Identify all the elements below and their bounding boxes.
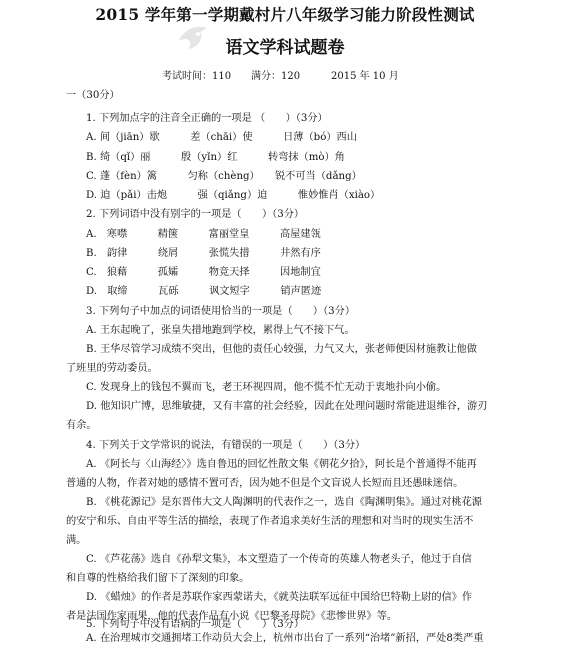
option-line: A. 间（jiān）歇 差（chāi）使 日薄（bó）西山: [86, 132, 357, 143]
exam-title: 2015 学年第一学期戴村片八年级学习能力阶段性测试: [95, 5, 475, 24]
option-line: A. 寒噤 精箧 富丽堂皇 高屋建瓴: [86, 229, 321, 240]
option-line: D. 迫（pǎi）击炮 强（qiǎng）迫 惟妙惟肖（xiào）: [86, 190, 381, 201]
question-line: 5. 下列句子中没有语病的一项是（ ）（3分）: [86, 619, 305, 630]
option-line: B. 韵律 绕屑 张慌失措 井然有序: [86, 248, 321, 259]
exam-date: 2015 年 10 月: [331, 71, 399, 82]
section-heading: 一（30分）: [66, 90, 120, 101]
option-line: D. 《蜡烛》的作者是苏联作家西蒙诺夫，《就英法联军远征中国给巴特勒上尉的信》作: [86, 592, 473, 603]
option-line: B. 《桃花源记》是东晋伟大文人陶渊明的代表作之一，选自《陶渊明集》。通过对桃花源: [86, 497, 482, 508]
question-line: 2. 下列词语中没有别字的一项是（ ）（3分）: [86, 209, 305, 220]
exam-score: 满分：120: [251, 71, 301, 82]
option-line-continued: 者是法国作家雨果，他的代表作品有小说《巴黎圣母院》《悲惨世界》等。: [66, 611, 398, 622]
option-line: B. 王华尽管学习成绩不突出，但他的责任心较强，力气又大，张老师便因材施教让他做: [86, 344, 477, 355]
option-line-continued: 了班里的劳动委员。: [66, 363, 158, 374]
option-line-continued: 有余。: [66, 420, 97, 431]
option-line: A. 在治理城市交通拥堵工作动员大会上，杭州市出台了一系列“治堵”新招，严处8类严重: [86, 633, 484, 644]
option-line: A. 王东起晚了，张皇失措地跑到学校，累得上气不接下气。: [86, 325, 355, 336]
option-line: A. 《阿长与〈山海经〉》选自鲁迅的回忆性散文集《朝花夕拾》，阿长是个普通得不能再: [86, 459, 477, 470]
option-line: C. 《芦花荡》选自《孙犁文集》，本文塑造了一个传奇的英雄人物老头子，他过于自信: [86, 554, 472, 565]
exam-subtitle: 语文学科试题卷: [225, 38, 345, 58]
option-line: B. 绮（qǐ）丽 殷（yǐn）红 转弯抹（mò）角: [86, 152, 345, 163]
question-line: 4. 下列关于文学常识的说法，有错误的一项是（ ）（3分）: [86, 440, 366, 451]
option-line-continued: 满。: [66, 535, 87, 546]
option-line-continued: 的安宁和乐、自由平等生活的描绘，表现了作者追求美好生活的理想和对当时的现实生活不: [66, 516, 474, 527]
option-line: C. 狼藉 孤孀 物竞天择 因地制宜: [86, 267, 321, 278]
question-line: 1. 下列加点字的注音全正确的一项是 （ ）（3分）: [86, 113, 328, 124]
option-line: C. 发现身上的钱包不翼而飞，老王环视四周，他不慌不忙无动于衷地扑向小偷。: [86, 382, 447, 393]
option-line-continued: 普通的人物，作者对她的感情不置可否，因为她不但是个文盲说人长短而且还愚昧迷信。: [66, 478, 464, 489]
option-line: D. 他知识广博，思维敏捷，又有丰富的社会经验，因此在处理问题时常能进退维谷，游刃: [86, 401, 488, 412]
option-line: D. 取缔 瓦砾 讽文短字 销声匿迹: [86, 286, 322, 297]
option-line-continued: 和自尊的性格给我们留下了深刻的印象。: [66, 573, 250, 584]
question-line: 3. 下列句子中加点的词语使用恰当的一项是（ ）（3分）: [86, 306, 356, 317]
option-line: C. 蓬（fèn）篱 匀称（chèng） 锐不可当（dǎng）: [86, 171, 362, 182]
exam-time: 考试时间：110: [162, 71, 232, 82]
